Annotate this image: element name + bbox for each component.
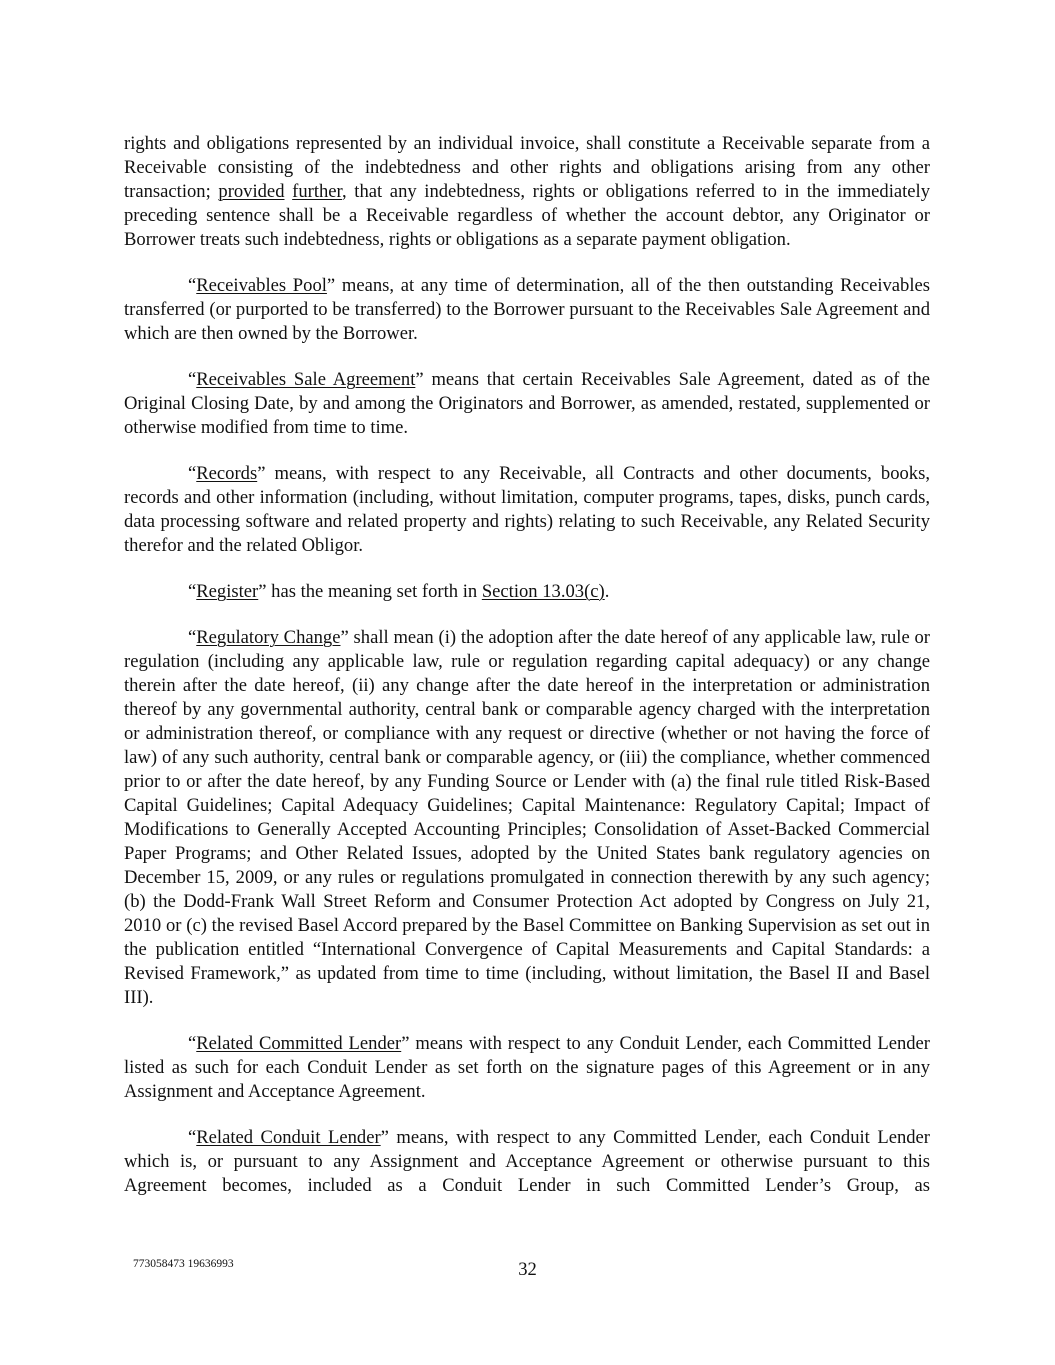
definition-related-conduit-lender xyxy=(124,1126,930,1198)
open-quote: “ xyxy=(188,627,197,648)
definition-related-committed-lender xyxy=(124,1032,930,1104)
paragraph-receivable-continuation xyxy=(124,132,930,252)
definition-text: means, at any time of determination, all of the then outstanding Receivables transferred (or purported to be transferred) to the Borrower pursuant to the Receivables Sale Agreement and which are then owned by the Borrower. xyxy=(124,275,931,344)
open-quote: “ xyxy=(188,463,197,484)
defined-term: Receivables Sale Agreement xyxy=(196,369,416,390)
definition-register xyxy=(124,580,930,604)
definition-receivables-pool xyxy=(124,274,930,346)
definition-text: means with respect to any Conduit Lender, each Committed Lender listed as such for each Conduit Lender as set forth on the signature pages of this Agreement or in any Assignment and Acceptance Agreement. xyxy=(124,1033,930,1102)
close-quote: ” xyxy=(257,463,266,484)
underlined-term-further: further xyxy=(292,181,342,202)
paragraph-text: , that any indebtedness, rights or obligations referred to in the immediately preceding sentence shall be a Receivable regardless of whether the account debtor, any Originator or Borrower treats such indebtedness, rights or obligations as a separate payment obligation. xyxy=(124,181,931,250)
defined-term: Records xyxy=(196,463,258,484)
underlined-term-provided: provided xyxy=(218,181,285,202)
close-quote: ” xyxy=(340,627,349,648)
close-quote: ” xyxy=(401,1033,410,1054)
defined-term: Receivables Pool xyxy=(196,275,327,296)
open-quote: “ xyxy=(188,275,197,296)
definition-text: means, with respect to any Committed Lender, each Conduit Lender which is, or pursuant to any Assignment and Acceptance Agreement or otherwise pursuant to this Agreement becomes, included as a Conduit Lender in such Committed Lender’s Group, as xyxy=(124,1127,930,1196)
definition-receivables-sale-agreement xyxy=(124,368,930,440)
defined-term: Regulatory Change xyxy=(196,627,341,648)
open-quote: “ xyxy=(188,1033,197,1054)
open-quote: “ xyxy=(188,369,197,390)
definition-text: shall mean (i) the adoption after the date hereof of any applicable law, rule or regulation (including any applicable law, rule or regulation regarding capital adequacy) or any change therein after the date hereof, (ii) any change after the date hereof in the interpretation or administration thereof by any governmental authority, central bank or comparable agency charged with the interpretation or administration thereof, or compliance with any request or directive (whether or not having the force of law) of any such authority, central bank or comparable agency, or (iii) the compliance, whether commenced prior to or after the date hereof, by any Funding Source or Lender with (a) the final rule titled Risk-Based Capital Guidelines; Capital Adequacy Guidelines; Capital Maintenance: Regulatory Capital; Impact of Modifications to Generally Accepted Accounting Principles; Consolidation of Asset-Backed Commercial Paper Programs; and Other Related Issues, adopted by the United States bank regulatory agencies on December 15, 2009, or any rules or regulations promulgated in connection therewith by any such agency; (b) the Dodd-Frank Wall Street Reform and Consumer Protection Act adopted by Congress on July 21, 2010 or (c) the revised Basel Accord prepared by the Basel Committee on Banking Supervision as set out in the publication entitled “International Convergence of Capital Measurements and Capital Standards: a Revised Framework,” as updated from time to time (including, without limitation, the Basel II and Basel III). xyxy=(124,627,930,1008)
document-page xyxy=(124,132,930,1220)
definition-text: means, with respect to any Receivable, all Contracts and other documents, books, records and other information (including, without limitation, computer programs, tapes, disks, punch cards, data processing software and related property and rights) relating to such Receivable, any Related Security therefor and the related Obligor. xyxy=(124,463,930,556)
close-quote: ” xyxy=(415,369,424,390)
open-quote: “ xyxy=(188,1127,197,1148)
close-quote: ” xyxy=(258,581,267,602)
section-reference: Section 13.03(c) xyxy=(481,581,605,602)
definition-text: means that certain Receivables Sale Agreement, dated as of the Original Closing Date, by and among the Originators and Borrower, as amended, restated, supplemented or otherwise modified from time to time. xyxy=(124,369,930,438)
defined-term: Register xyxy=(196,581,259,602)
definition-regulatory-change xyxy=(124,626,930,1010)
defined-term: Related Conduit Lender xyxy=(196,1127,381,1148)
close-quote: ” xyxy=(380,1127,389,1148)
definition-text: . xyxy=(604,581,610,602)
paragraph-text: rights and obligations represented by an individual invoice, shall constitute a Receivable separate from a Receivable consisting of the indebtedness and other rights and obligations arising from any other transaction; xyxy=(124,133,930,202)
definition-text: has the meaning set forth in xyxy=(266,581,482,602)
open-quote: “ xyxy=(188,581,197,602)
document-id: 773058473 19636993 xyxy=(133,1258,234,1270)
close-quote: ” xyxy=(326,275,336,296)
definition-records xyxy=(124,462,930,558)
page-number: 32 xyxy=(518,1259,537,1280)
defined-term: Related Committed Lender xyxy=(196,1033,402,1054)
